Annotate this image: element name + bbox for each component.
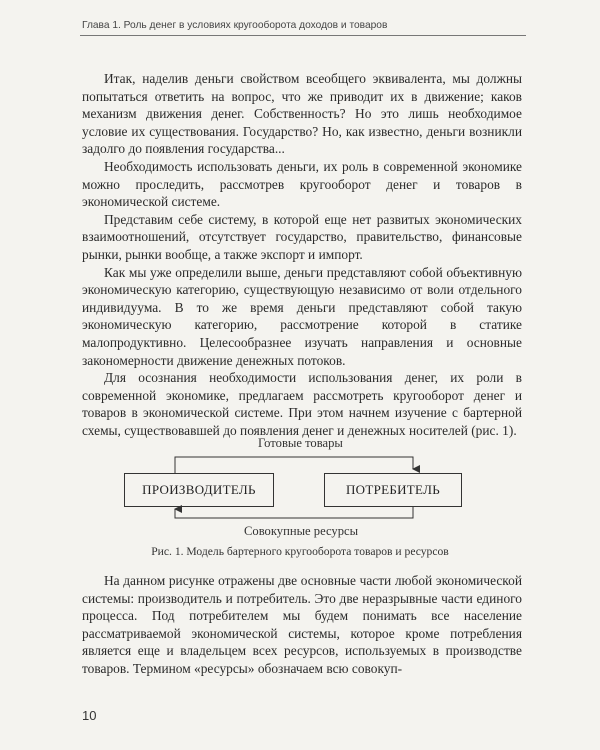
consumer-box: ПОТРЕБИТЕЛЬ xyxy=(324,473,462,507)
producer-box: ПРОИЗВОДИТЕЛЬ xyxy=(124,473,274,507)
goods-flow-label: Готовые товары xyxy=(258,436,343,450)
page-number: 10 xyxy=(82,708,97,723)
running-head: Глава 1. Роль денег в условиях кругооборота доходов и товаров xyxy=(82,20,388,31)
paragraph: Необходимость использовать деньги, их роль в современной экономике можно проследить, рассмотрев кругооборот денег и товаров в экономической системе. xyxy=(82,158,522,210)
goods-flow-arrow xyxy=(175,457,413,473)
resources-flow-arrow xyxy=(175,507,413,518)
figure-caption: Рис. 1. Модель бартерного кругооборота товаров и ресурсов xyxy=(151,545,449,558)
resources-flow-label: Совокупные ресурсы xyxy=(244,524,359,538)
paragraph: На данном рисунке отражены две основные части любой экономической системы: производитель и потребитель. Это две неразрывные части единого процесса. Под потребителем мы будем понимать все население рассматриваемой экономической системы, которое кроме потребления является еще и владельцем всех ресурсов, используемых в производстве товаров. Термином «ресурсы» обозначаем всю совокуп- xyxy=(82,573,522,676)
paragraph: Представим себе систему, в которой еще нет развитых экономических взаимоотношений, отсутствует государство, правительство, финансовые рынки, рынки вообще, а также экспорт и импорт. xyxy=(82,211,522,262)
body-text-bottom xyxy=(82,572,522,678)
paragraph: Для осознания необходимости использования денег, их роли в современной экономике, предлагаем рассмотреть кругооборот денег и товаров в экономической системе. При этом начнем изучение с бартерной схемы, существовавшей до появления денег и денежных носителей (рис. 1). xyxy=(82,370,522,438)
header-rule xyxy=(80,35,526,36)
body-text-top xyxy=(82,70,522,439)
paragraph: Итак, наделив деньги свойством всеобщего эквивалента, мы должны попытаться ответить на вопрос, что же приводит их в движение; каков механизм движения денег. Собственность? Но это лишь необходимое условие их существования. Государство? Но, как известно, деньги возникли задолго до появления государства... xyxy=(82,71,522,157)
paragraph: Как мы уже определили выше, деньги представляют собой объективную экономическую категорию, существующую независимо от воли отдельного индивидуума. В то же время деньги представляют собой такую экономическую категорию, рассмотрение которой в статике малопродуктивно. Целесообразнее изучать направления и основные закономерности движение денежных потоков. xyxy=(82,264,522,368)
